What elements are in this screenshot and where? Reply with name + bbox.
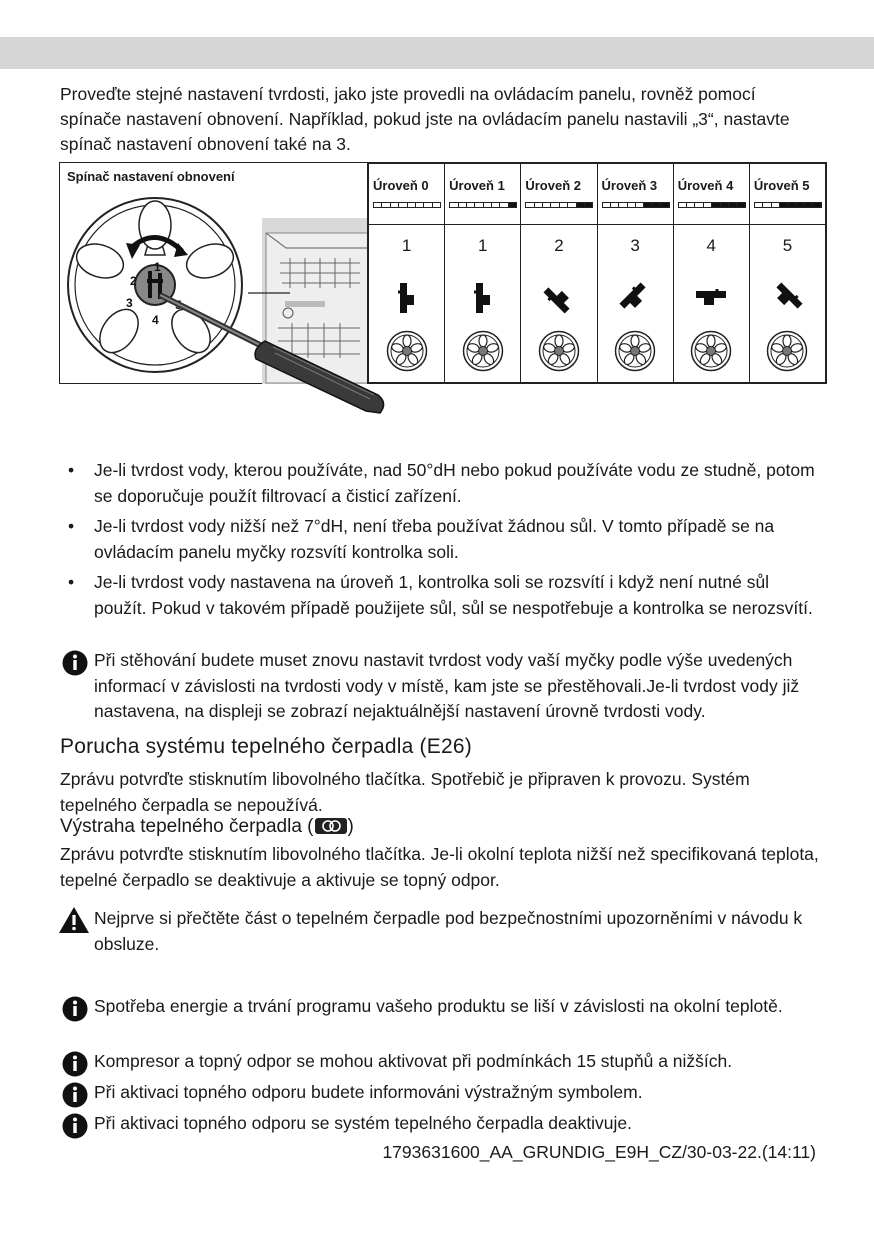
subsection-text: Zprávu potvrďte stisknutím libovolného tlačítka. Je-li okolní teplota nižší než specifikovaná teplota, tepelné čerpadlo se deaktivuje a aktivuje se topný odpor. (60, 844, 819, 890)
list-item (60, 570, 820, 621)
level-indicator-segment (500, 203, 508, 207)
level-indicator-bar (449, 202, 517, 208)
level-name: Úroveň 1 (449, 178, 505, 193)
level-indicator-segment (619, 203, 627, 207)
level-indicator-segment (687, 203, 695, 207)
document-code: 1793631600_AA_GRUNDIG_E9H_CZ/30-03-22.(14:11) (382, 1142, 816, 1162)
switch-position-value: 3 (630, 236, 640, 255)
level-indicator-segment (509, 203, 516, 207)
level-column (598, 164, 674, 382)
level-name: Úroveň 0 (373, 178, 429, 193)
level-indicator-bar (602, 202, 670, 208)
figure-caption: Spínač nastavení obnovení (67, 169, 235, 184)
level-indicator-segment (543, 203, 551, 207)
switch-position-icon (390, 278, 424, 318)
level-column (750, 164, 825, 382)
dial-knob-icon (462, 330, 504, 372)
switch-position-icon (618, 278, 652, 318)
subsection-title-row (60, 816, 354, 838)
switch-position-icon (542, 278, 576, 318)
level-indicator-segment (763, 203, 771, 207)
level-indicator-segment (577, 203, 585, 207)
hardness-level-table (367, 162, 827, 384)
level-indicator-segment (551, 203, 559, 207)
warning-text: Nejprve si přečtěte část o tepelném čerpadle pod bezpečnostními upozorněními v návodu k obsluze. (94, 908, 803, 954)
level-indicator-segment (374, 203, 382, 207)
dial-number-3: 3 (126, 296, 133, 310)
level-name: Úroveň 5 (753, 178, 810, 193)
level-indicator-segment (475, 203, 483, 207)
level-indicator-segment (399, 203, 407, 207)
level-indicator-segment (450, 203, 458, 207)
intro-paragraph (60, 82, 820, 157)
bullet-glyph: • (68, 460, 75, 480)
info-icon (62, 650, 88, 676)
paren-open: ( (307, 816, 314, 837)
level-name: Úroveň 3 (601, 178, 658, 193)
info-icon (62, 1082, 88, 1108)
warning-note (60, 906, 820, 957)
level-column (521, 164, 597, 382)
list-item-text: Je-li tvrdost vody nastavena na úroveň 1, kontrolka soli se rozsvítí i když není nutné sůl použít. Pokud v takovém případě použijete sůl, sůl se nespotřebuje a kontrolka se nerozsvítí. (94, 572, 813, 618)
switch-position-icon (466, 278, 500, 318)
level-indicator-segment (644, 203, 652, 207)
info-note-heater-symbol (60, 1080, 820, 1106)
level-indicator-segment (467, 203, 475, 207)
switch-position-value: 1 (478, 236, 488, 255)
level-indicator-segment (433, 203, 440, 207)
level-indicator-segment (721, 203, 729, 207)
level-name: Úroveň 2 (525, 178, 581, 193)
dial-knob-icon (690, 330, 732, 372)
level-indicator-segment (729, 203, 737, 207)
info-note-text: Spotřeba energie a trvání programu vašeho produktu se liší v závislosti na okolní teplotě. (94, 996, 783, 1016)
level-header (750, 164, 825, 225)
level-indicator-segment (737, 203, 744, 207)
level-indicator-segment (679, 203, 687, 207)
bullet-glyph: • (68, 516, 75, 536)
level-indicator-segment (492, 203, 500, 207)
level-column (369, 164, 445, 382)
level-indicator-segment (653, 203, 661, 207)
list-item-text: Je-li tvrdost vody nižší než 7°dH, není třeba používat žádnou sůl. V tomto případě se na ovládacím panelu myčky rozsvítí kontrolka soli. (94, 516, 775, 562)
list-item-text: Je-li tvrdost vody, kterou používáte, nad 50°dH nebo pokud používáte vodu ze studně, potom se doporučuje použít filtrovací a čisticí zařízení. (94, 460, 815, 506)
level-indicator-segment (484, 203, 492, 207)
section-text: Zprávu potvrďte stisknutím libovolného tlačítka. Spotřebič je připraven k provozu. Systém tepelného čerpadla se nepoužívá. (60, 769, 750, 815)
level-indicator-bar (678, 202, 746, 208)
switch-position-value: 5 (782, 236, 793, 255)
level-header (445, 164, 520, 225)
dial-knob-icon (614, 330, 656, 372)
level-indicator-segment (416, 203, 424, 207)
level-indicator-segment (535, 203, 543, 207)
list-item (60, 514, 820, 565)
level-indicator-segment (661, 203, 668, 207)
intro-text: Proveďte stejné nastavení tvrdosti, jako jste provedli na ovládacím panelu, rovněž pomocí spínače nastavení obnovení. Například, pokud jste na ovládacím panelu nastavili „3“, nastavte spínač nastavení obnovení také na 3. (60, 84, 790, 154)
dial-number-2: 2 (130, 274, 137, 288)
level-indicator-segment (712, 203, 720, 207)
level-indicator-segment (611, 203, 619, 207)
level-column (674, 164, 750, 382)
list-item (60, 458, 820, 509)
info-icon (62, 996, 88, 1022)
level-header (598, 164, 673, 225)
info-note-text: Při aktivaci topného odporu budete informováni výstražným symbolem. (94, 1082, 643, 1102)
level-column (445, 164, 521, 382)
level-indicator-segment (805, 203, 813, 207)
info-note-heater-deactivate (60, 1111, 820, 1137)
dial-number-4: 4 (152, 313, 159, 327)
level-indicator-segment (695, 203, 703, 207)
info-icon (62, 1051, 88, 1077)
level-indicator-segment (526, 203, 534, 207)
dial-knob-icon (538, 330, 580, 372)
dial-number-1: 1 (154, 260, 161, 274)
level-header (521, 164, 596, 225)
section-title: Porucha systému tepelného čerpadla (E26) (60, 735, 472, 758)
dial (68, 198, 242, 372)
level-header (674, 164, 749, 225)
paren-close: ) (347, 816, 354, 837)
bullet-glyph: • (68, 572, 75, 592)
switch-position-value: 2 (554, 236, 564, 255)
info-note-energy (60, 994, 820, 1020)
info-note-text: Při stěhování budete muset znovu nastavit tvrdost vody vaší myčky podle výše uvedených informací v závislosti na tvrdosti vody v místě, kam jste se přestěhovali.Je-li tvrdost vody již nastavena, na displeji se zobrazí nejaktuálnější nastavení úrovně tvrdosti vody. (94, 650, 800, 721)
level-indicator-segment (780, 203, 788, 207)
level-indicator-segment (797, 203, 805, 207)
level-indicator-bar (373, 202, 441, 208)
level-name: Úroveň 4 (677, 178, 734, 193)
level-header (369, 164, 444, 225)
info-icon (62, 1113, 88, 1139)
heat-pump-warning-icon (314, 817, 348, 835)
level-indicator-segment (424, 203, 432, 207)
info-note-compressor (60, 1049, 820, 1075)
level-indicator-segment (382, 203, 390, 207)
switch-position-icon (770, 278, 804, 318)
subsection-title: Výstraha tepelného čerpadla (60, 816, 302, 837)
hardness-notes-list (60, 458, 820, 626)
header-bar (0, 37, 874, 69)
level-indicator-segment (391, 203, 399, 207)
level-indicator-bar (525, 202, 593, 208)
level-indicator-segment (755, 203, 763, 207)
dial-knob-icon (766, 330, 808, 372)
dial-knob-icon (386, 330, 428, 372)
info-note-text: Kompresor a topný odpor se mohou aktivovat při podmínkách 15 stupňů a nižších. (94, 1051, 733, 1071)
level-indicator-segment (560, 203, 568, 207)
level-indicator-segment (772, 203, 780, 207)
info-note-text: Při aktivaci topného odporu se systém tepelného čerpadla deaktivuje. (94, 1113, 632, 1133)
switch-position-icon (694, 278, 728, 318)
level-indicator-segment (628, 203, 636, 207)
level-indicator-segment (459, 203, 467, 207)
level-indicator-segment (568, 203, 576, 207)
level-indicator-segment (408, 203, 416, 207)
switch-position-value: 1 (401, 236, 412, 255)
regeneration-switch-figure (59, 162, 827, 384)
warning-icon (58, 906, 90, 934)
switch-dial-illustration (60, 163, 400, 423)
switch-position-value: 4 (706, 236, 716, 255)
level-indicator-segment (813, 203, 820, 207)
level-indicator-segment (704, 203, 712, 207)
level-indicator-segment (788, 203, 796, 207)
level-indicator-segment (603, 203, 611, 207)
info-note-moving (60, 648, 820, 725)
level-indicator-segment (585, 203, 592, 207)
level-indicator-bar (754, 202, 822, 208)
switch-illustration (59, 162, 367, 384)
level-indicator-segment (636, 203, 644, 207)
